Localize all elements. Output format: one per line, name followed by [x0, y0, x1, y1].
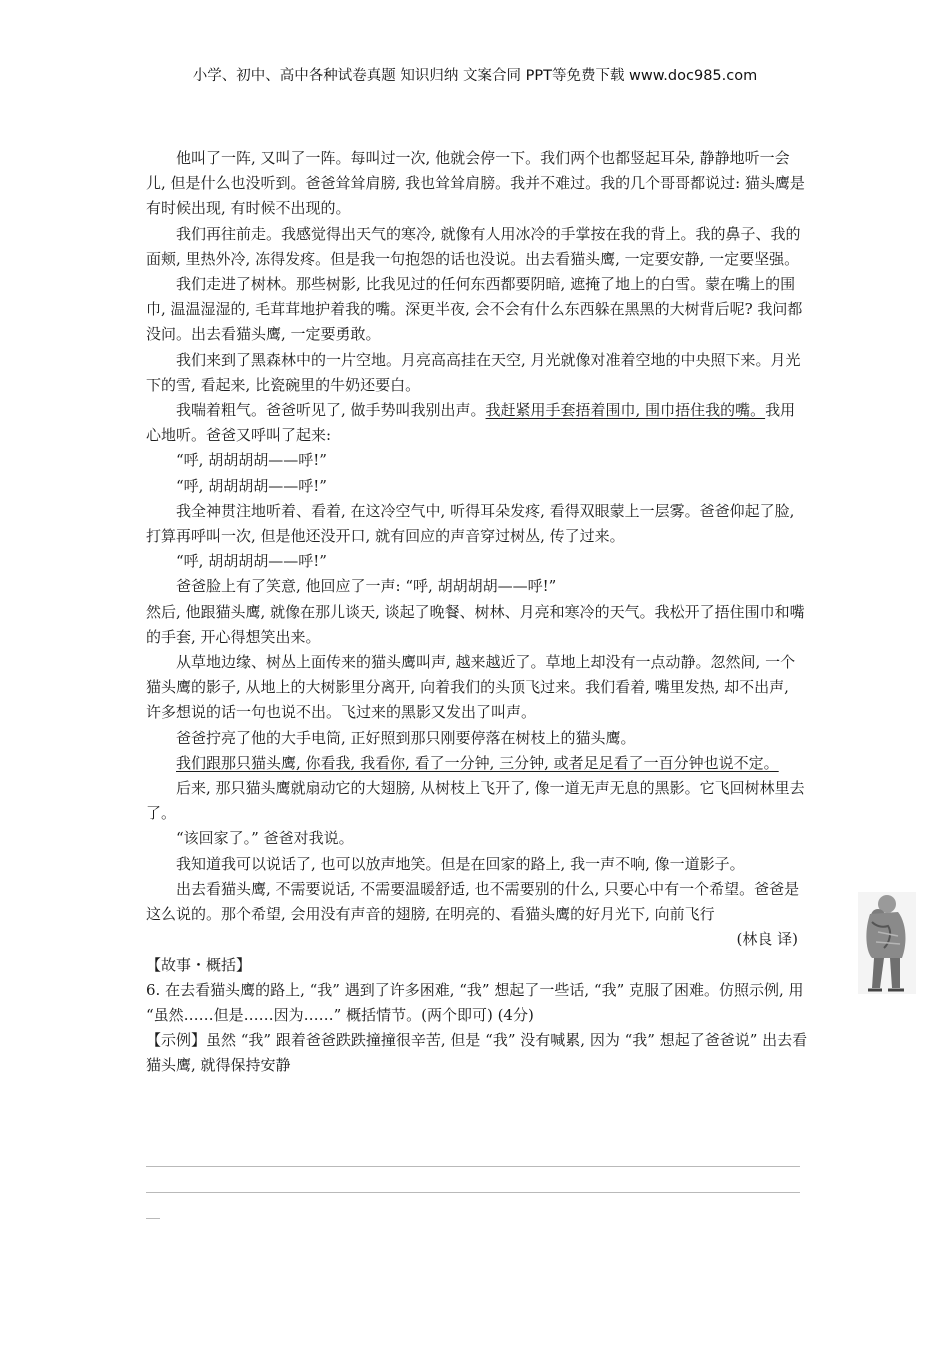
section-heading: 【故事・概括】	[146, 955, 252, 974]
answer-line	[146, 1166, 800, 1167]
passage-paragraph: 然后, 他跟猫头鹰, 就像在那儿谈天, 谈起了晚餐、树林、月亮和寒冷的天气。我松开了捂住围巾和嘴的手套, 开心得想笑出来。	[146, 602, 805, 646]
passage-text: 我喘着粗气。爸爸听见了, 做手势叫我别出声。	[176, 401, 486, 420]
passage-paragraph: 我们来到了黑森林中的一片空地。月亮高高挂在天空, 月光就像对准着空地的中央照下来。月光下的雪, 看起来, 比瓷碗里的牛奶还要白。	[146, 350, 801, 394]
passage-paragraph: 他叫了一阵, 又叫了一阵。每叫过一次, 他就会停一下。我们两个也都竖起耳朵, 静静地听一会儿, 但是什么也没听到。爸爸耸耸肩膀, 我也耸耸肩膀。我并不难过。我的几个哥哥都说过: 猫头鹰是有时候出现, 有时候不出现的。	[146, 149, 805, 218]
passage-paragraph: 从草地边缘、树丛上面传来的猫头鹰叫声, 越来越近了。草地上却没有一点动静。忽然间, 一个猫头鹰的影子, 从地上的大树影里分离开, 向着我们的头顶飞过来。我们看着, 嘴里发热, 却不出声, 许多想说的话一句也说不出。飞过来的黑影又发出了叫声。	[146, 653, 796, 722]
passage-paragraph: 我们再往前走。我感觉得出天气的寒冷, 就像有人用冰冷的手掌按在我的背上。我的鼻子、我的面颊, 里热外冷, 冻得发疼。但是我一句抱怨的话也没说。出去看猫头鹰, 一定要安静, 一定要坚强。	[146, 224, 801, 268]
passage-paragraph	[146, 398, 808, 448]
answer-area[interactable]	[146, 1166, 800, 1219]
answer-line	[146, 1218, 160, 1219]
passage-paragraph: 爸爸脸上有了笑意, 他回应了一声: “呼, 胡胡胡胡——呼!”	[176, 577, 557, 596]
example-answer: 【示例】虽然 “我” 跟着爸爸跌跌撞撞很辛苦, 但是 “我” 没有喊累, 因为 “我” 想起了爸爸说” 出去看猫头鹰, 就得保持安静	[146, 1031, 808, 1075]
illustration-father-and-child	[858, 892, 916, 994]
passage-paragraph: 我知道我可以说话了, 也可以放声地笑。但是在回家的路上, 我一声不响, 像一道影子。	[176, 854, 745, 873]
underlined-sentence: 我们跟那只猫头鹰, 你看我, 我看你, 看了一分钟, 三分钟, 或者足足看了一百分钟也说不定。	[176, 753, 779, 772]
passage-paragraph: 爸爸拧亮了他的大手电筒, 正好照到那只刚要停落在树枝上的猫头鹰。	[176, 728, 636, 747]
question-6: 6. 在去看猫头鹰的路上, “我” 遇到了许多困难, “我” 想起了一些话, “我” 克服了困难。仿照示例, 用 “虽然……但是……因为……” 概括情节。(两个即可) (4分)	[146, 980, 804, 1024]
passage-paragraph: 出去看猫头鹰, 不需要说话, 不需要温暖舒适, 也不需要别的什么, 只要心中有一个希望。爸爸是这么说的。那个希望, 会用没有声音的翅膀, 在明亮的、看猫头鹰的好月光下, 向前飞行	[146, 879, 800, 924]
answer-line	[146, 1192, 800, 1193]
owl-call-quote: “呼, 胡胡胡胡——呼!”	[176, 552, 327, 571]
site-header: 小学、初中、高中各种试卷真题 知识归纳 文案合同 PPT等免费下载 www.doc985.com	[192, 68, 758, 84]
passage-text: 我用心地听。爸爸又呼叫了起来:	[146, 401, 796, 445]
translator-credit: (林良 译)	[736, 930, 798, 949]
passage-paragraph: 后来, 那只猫头鹰就扇动它的大翅膀, 从树枝上飞开了, 像一道无声无息的黑影。它飞回树林里去了。	[146, 779, 805, 823]
owl-call-quote: “呼, 胡胡胡胡——呼!”	[176, 451, 327, 470]
owl-call-quote: “呼, 胡胡胡胡——呼!”	[176, 476, 327, 495]
passage-paragraph: 我全神贯注地听着、看着, 在这冷空气中, 听得耳朵发疼, 看得双眼蒙上一层雾。爸爸仰起了脸, 打算再呼叫一次, 但是他还没开口, 就有回应的声音穿过树丛, 传了过来。	[146, 501, 795, 546]
document-body	[146, 146, 808, 1079]
passage-paragraph: 我们走进了树林。那些树影, 比我见过的任何东西都要阴暗, 遮掩了地上的白雪。蒙在嘴上的围巾, 温温湿湿的, 毛茸茸地护着我的嘴。深更半夜, 会不会有什么东西躲在黑黑的大树背后呢? 我问都没问。出去看猫头鹰, 一定要勇敢。	[146, 275, 803, 344]
passage-paragraph	[146, 751, 808, 776]
passage-paragraph: “该回家了。” 爸爸对我说。	[176, 829, 354, 848]
underlined-sentence: 我赶紧用手套捂着围巾, 围巾捂住我的嘴。	[485, 401, 766, 420]
